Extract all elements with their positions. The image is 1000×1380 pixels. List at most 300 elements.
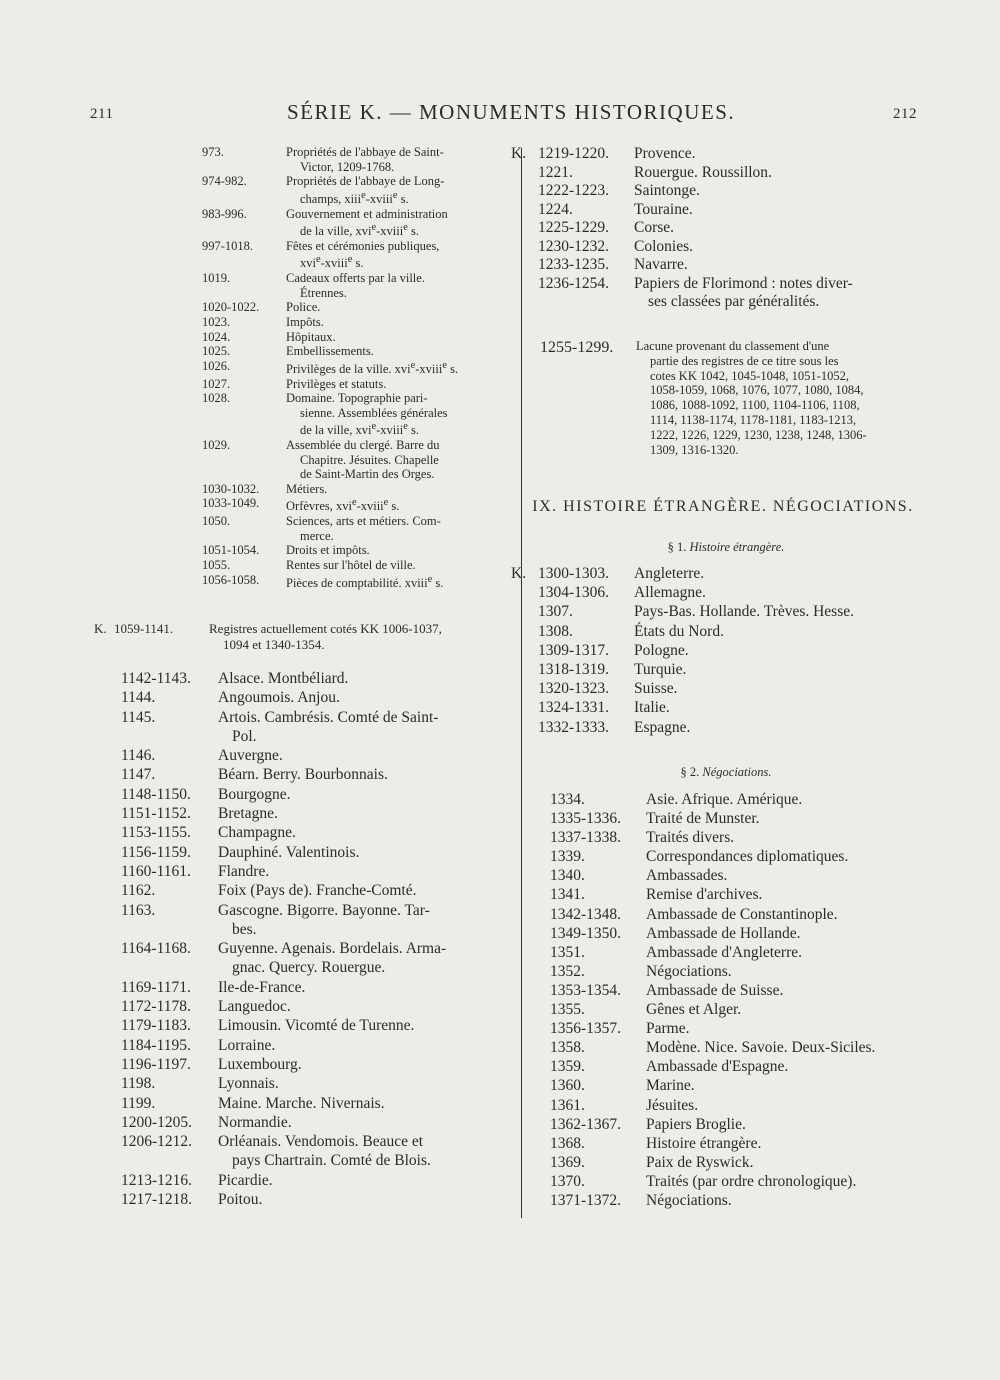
list-item [511,256,931,275]
list-item [550,943,942,962]
entry-number: 1358. [550,1039,585,1057]
entry-line: Lorraine. [218,1036,276,1054]
entry-number: 1184-1195. [121,1036,191,1054]
section-sign: § 1. [667,540,687,554]
entry-line: Ambassade de Hollande. [646,924,801,942]
entry-number: 1142-1143. [121,670,191,687]
list-item [202,300,502,315]
entry-text [636,339,932,457]
entry-text [634,583,931,602]
entry-line: Espagne. [634,718,691,736]
entry-number: 1300-1303. [538,565,610,582]
entry-number: 1059-1141. [114,621,174,636]
list-item [94,621,506,653]
entry-text [218,939,509,978]
entry-line: Métiers. [286,481,328,496]
entry-number: 1370. [550,1172,585,1190]
entry-number: 1144. [121,689,156,707]
entry-text [209,621,506,653]
entry-text [218,669,509,688]
list-item [202,239,502,271]
entry-number: 973. [202,145,224,159]
entry-line: Gouvernement et administration [286,206,448,221]
entry-text [286,514,502,543]
entry-line: Béarn. Berry. Bourbonnais. [218,766,388,784]
entry-text [634,256,931,275]
list-item [511,583,931,602]
entry-number: 1028. [202,391,231,406]
entry-text [218,1190,509,1209]
entry-line: Lyonnais. [218,1075,279,1093]
entry-text [286,174,502,206]
list-item [202,391,502,438]
list-item [550,924,942,943]
entry-line: Guyenne. Agenais. Bordelais. Arma- [218,940,447,958]
entry-text [646,981,942,1000]
entry-text [646,943,942,962]
entry-line: Domaine. Topographie pari- [286,391,428,406]
entry-text [634,679,931,698]
entry-number: 1304-1306. [538,584,610,602]
entry-line: cotes KK 1042, 1045-1048, 1051-1052, [650,368,849,383]
entry-number: 1145. [121,708,156,726]
entry-text [646,790,942,809]
entry-number: 1225-1229. [538,219,610,236]
entry-number: 1023. [202,315,231,329]
list-item [511,718,931,737]
entry-text [218,1132,509,1171]
list-item [550,1134,942,1153]
entry-line: Paix de Ryswick. [646,1153,754,1171]
entry-number: 1356-1357. [550,1020,622,1038]
entry-number: 1164-1168. [121,940,191,958]
entry-number: 1222-1223. [538,182,610,199]
foreign-history-entries [511,564,931,737]
entry-line: de Saint-Martin des Orges. [300,467,435,482]
list-item [511,164,931,183]
entry-number: 1337-1338. [550,829,622,847]
entry-line: Lacune provenant du classement d'une [636,339,830,353]
entry-text [646,866,942,885]
list-item [202,359,502,377]
left-page-number: 211 [90,106,114,122]
list-item [511,275,931,312]
entry-line: Embellissements. [286,344,374,359]
list-item [121,708,509,747]
entry-line: Droits et impôts. [286,543,370,558]
entry-line: Impôts. [286,315,324,329]
entry-line: Remise d'archives. [646,886,763,904]
right-top-entries [511,145,931,312]
entry-text [218,1094,509,1113]
entry-number: 1368. [550,1134,585,1152]
entry-text [286,300,502,315]
entry-number: 1362-1367. [550,1115,622,1133]
entry-line: 1114, 1138-1174, 1178-1181, 1183-1213, [650,412,857,427]
entry-text [646,905,942,924]
entry-line: Fêtes et cérémonies publiques, [286,238,440,253]
negotiation-entries [550,790,942,1210]
entry-line: Cadeaux offerts par la ville. [286,271,425,286]
entry-number: 1233-1235. [538,256,610,273]
entry-text [646,924,942,943]
entry-number: 1160-1161. [121,862,191,880]
list-item [121,881,509,900]
entry-text [286,239,502,271]
series-letter: K. [94,621,107,636]
entry-number: 1019. [202,271,231,286]
list-item [121,939,509,978]
entry-line: xvi$^e$-xviii$^e$ s. [300,254,364,271]
entry-line: Corse. [634,219,675,236]
entry-line: Italie. [634,699,670,717]
list-item [121,978,509,997]
entry-number: 1026. [202,358,231,373]
list-item [550,1076,942,1095]
entry-line: de la ville, xvi$^e$-xviii$^e$ s. [300,421,419,438]
entry-line: Modène. Nice. Savoie. Deux-Siciles. [646,1039,876,1057]
entry-line: Picardie. [218,1171,273,1189]
entry-line: Traité de Munster. [646,810,760,828]
entry-number: 1196-1197. [121,1055,191,1073]
entry-line: Luxembourg. [218,1055,302,1073]
entry-text [634,238,931,257]
entry-number: 1230-1232. [538,237,610,255]
entry-text [218,708,509,747]
entry-text [646,1057,942,1076]
entry-text [286,391,502,438]
list-item [121,1094,509,1113]
entry-line: Saintonge. [634,182,700,199]
entry-line: 1058-1059, 1068, 1076, 1077, 1080, 1084, [650,383,864,398]
entry-number: 1355. [550,1001,585,1019]
entry-line: Police. [286,300,321,315]
list-item [121,804,509,823]
entry-number: 1033-1049. [202,496,260,511]
series-letter: K. [511,565,527,582]
list-item [550,866,942,885]
entry-number: 1025. [202,344,231,359]
entry-line: 1222, 1226, 1229, 1230, 1238, 1248, 1306- [650,427,867,442]
list-item [511,564,931,583]
entry-text [286,496,502,514]
entry-text [634,660,931,679]
list-item [550,1057,942,1076]
entry-text [646,828,942,847]
list-item [550,962,942,981]
entry-line: 1086, 1088-1092, 1100, 1104-1106, 1108, [650,398,860,413]
entry-line: Ambassade d'Espagne. [646,1058,789,1076]
entry-line: Rentes sur l'hôtel de ville. [286,557,416,572]
entry-line: partie des registres de ce titre sous les [650,353,839,368]
list-item [202,315,502,330]
entry-line: sienne. Assemblées générales [300,405,448,420]
entry-line: Orfèvres, xvi$^e$-xviii$^e$ s. [286,497,400,514]
entry-number: 1030-1032. [202,481,260,496]
entry-line: Registres actuellement cotés KK 1006-1037, [209,621,442,636]
entry-line: Papiers de Florimond : notes diver- [634,274,853,292]
entry-line: Flandre. [218,862,270,880]
entry-line: Traités (par ordre chronologique). [646,1172,857,1190]
entry-number: 1206-1212. [121,1133,193,1151]
entry-number: 1221. [538,163,573,181]
entry-number: 1029. [202,438,231,453]
list-item [511,201,931,220]
list-item [121,997,509,1016]
entry-number: 1169-1171. [121,978,191,996]
entry-number: 997-1018. [202,238,254,253]
entry-text [646,847,942,866]
list-item [121,901,509,940]
entry-text [218,1171,509,1190]
entry-line: Turquie. [634,661,687,679]
entry-text [218,881,509,900]
entry-number: 1352. [550,962,585,980]
list-item [550,1172,942,1191]
entry-number: 1151-1152. [121,805,191,823]
entry-number: 1056-1058. [202,572,260,587]
list-item [121,746,509,765]
entry-number: 1353-1354. [550,981,622,999]
list-item [121,823,509,842]
entry-line: Auvergne. [218,747,283,765]
list-item [121,765,509,784]
entry-line: Histoire étrangère. [646,1134,762,1152]
entry-line: Gênes et Alger. [646,1001,742,1019]
entry-number: 1200-1205. [121,1113,193,1131]
entry-line: Pays-Bas. Hollande. Trèves. Hesse. [634,603,854,621]
entry-text [646,1019,942,1038]
list-item [540,339,932,457]
entry-text [218,746,509,765]
entry-number: 1361. [550,1096,585,1114]
section-heading: IX. HISTOIRE ÉTRANGÈRE. NÉGOCIATIONS. [532,498,914,515]
entry-number: 1172-1178. [121,998,191,1016]
list-item [511,622,931,641]
entry-text [218,1113,509,1132]
entry-text [218,1016,509,1035]
list-item [121,862,509,881]
entry-number: 983-996. [202,206,247,221]
list-item [202,344,502,359]
entry-text [646,809,942,828]
entry-line: Poitou. [218,1191,263,1209]
entry-line: Dauphiné. Valentinois. [218,843,360,861]
list-item [550,1038,942,1057]
running-title: SÉRIE K. — MONUMENTS HISTORIQUES. [287,100,736,124]
entry-line: Correspondances diplomatiques. [646,848,849,866]
entry-number: 1340. [550,867,585,885]
entry-number: 1219-1220. [538,145,610,162]
entry-line: Pol. [232,727,257,745]
list-item [121,1190,509,1209]
entry-text [218,804,509,823]
entry-number: 1224. [538,200,573,218]
entry-text [646,1115,942,1134]
entry-line: Limousin. Vicomté de Turenne. [218,1017,415,1035]
entry-text [286,573,502,591]
list-item [511,219,931,238]
page-header [0,100,1000,130]
series-letter: K. [511,145,527,162]
entry-number: 1324-1331. [538,699,610,717]
entry-text [634,145,931,164]
entry-number: 1335-1336. [550,810,622,828]
list-item [511,182,931,201]
list-item [121,843,509,862]
list-item [121,1074,509,1093]
entry-number: 1308. [538,622,573,640]
entry-text [286,377,502,392]
entry-line: Suisse. [634,680,678,698]
entry-text [646,1096,942,1115]
entry-line: Papiers Broglie. [646,1115,746,1133]
entry-line: Rouergue. Roussillon. [634,163,772,181]
entry-number: 1320-1323. [538,680,610,698]
entry-text [634,602,931,621]
entry-text [286,330,502,345]
entry-line: Ambassade d'Angleterre. [646,943,803,961]
entry-number: 1055. [202,557,231,572]
entry-line: merce. [300,528,334,543]
entry-number: 1369. [550,1153,585,1171]
entry-number: 1162. [121,882,156,900]
entry-line: gnac. Quercy. Rouergue. [232,959,386,977]
entry-line: Allemagne. [634,584,706,602]
entry-text [634,164,931,183]
entry-text [218,901,509,940]
list-item [550,885,942,904]
list-item [121,1016,509,1035]
entry-number: 1148-1150. [121,785,191,803]
entry-text [218,688,509,707]
entry-line: Foix (Pays de). Franche-Comté. [218,882,417,900]
entry-number: 1371-1372. [550,1191,622,1209]
entry-line: Maine. Marche. Nivernais. [218,1094,385,1112]
entry-text [634,698,931,717]
list-item [121,785,509,804]
list-item [121,1113,509,1132]
entry-number: 1153-1155. [121,824,191,842]
entry-text [646,1038,942,1057]
entry-text [634,201,931,220]
entry-text [286,359,502,377]
entry-line: Angleterre. [634,565,705,582]
list-item [121,1036,509,1055]
entry-number: 1198. [121,1075,156,1093]
entry-text [286,344,502,359]
entry-line: Bretagne. [218,805,278,823]
list-item [550,809,942,828]
entry-text [218,785,509,804]
entry-text [634,219,931,238]
entry-number: 1307. [538,603,573,621]
entry-line: de la ville, xvi$^e$-xviii$^e$ s. [300,222,419,239]
entry-text [218,823,509,842]
entry-line: Pièces de comptabilité. xviii$^e$ s. [286,573,444,590]
entry-number: 1255-1299. [540,339,614,356]
entry-text [218,862,509,881]
entry-line: Navarre. [634,256,688,273]
list-item [511,660,931,679]
entry-text [218,843,509,862]
entry-number: 1051-1054. [202,543,260,558]
list-item [511,145,931,164]
entry-line: Traités divers. [646,829,735,847]
entry-line: Ambassade de Suisse. [646,981,784,999]
entry-text [634,622,931,641]
entry-text [286,207,502,239]
entry-line: Gascogne. Bigorre. Bayonne. Tar- [218,901,430,919]
entry-line: Propriétés de l'abbaye de Saint- [286,145,444,159]
entry-number: 1146. [121,747,156,765]
entry-line: Propriétés de l'abbaye de Long- [286,174,445,189]
entry-number: 1341. [550,886,585,904]
entry-text [218,1036,509,1055]
list-item [511,641,931,660]
list-item [121,688,509,707]
subsection-heading-negotiations [536,765,916,780]
entry-line: Asie. Afrique. Amérique. [646,791,803,808]
entry-line: Artois. Cambrésis. Comté de Saint- [218,708,439,726]
entry-line: 1094 et 1340-1354. [223,637,325,653]
entry-line: Chapitre. Jésuites. Chapelle [300,452,439,467]
entry-text [646,1076,942,1095]
entry-line: Assemblée du clergé. Barre du [286,438,440,453]
entry-line: Victor, 1209-1768. [300,159,395,174]
list-item [202,377,502,392]
entry-line: États du Nord. [634,622,724,640]
list-item [550,981,942,1000]
left-registers-entry [94,621,506,653]
list-item [202,330,502,345]
entry-text [646,1191,942,1210]
right-page-number: 212 [893,106,917,122]
entry-number: 1339. [550,848,585,866]
entry-line: 1309, 1316-1320. [650,442,739,457]
entry-text [634,718,931,737]
list-item [202,496,502,514]
entry-text [634,182,931,201]
entry-line: Parme. [646,1020,690,1038]
section-sign: § 2. [680,765,700,779]
entry-line: Normandie. [218,1113,292,1131]
entry-number: 1199. [121,1094,156,1112]
entry-number: 1020-1022. [202,300,260,315]
entry-number: 1349-1350. [550,924,622,942]
entry-text [286,145,502,174]
entry-line: Champagne. [218,824,296,842]
entry-text [286,558,502,573]
subsection-heading-foreign [536,540,916,555]
entry-line: pays Chartrain. Comté de Blois. [232,1152,431,1170]
entry-text [218,1074,509,1093]
list-item [202,271,502,300]
entry-number: 1334. [550,791,585,808]
subsection-label: Négociations. [702,765,772,779]
entry-text [286,271,502,300]
list-item [550,905,942,924]
list-item [202,207,502,239]
list-item [550,1153,942,1172]
left-province-entries [121,669,509,1209]
entry-text [646,1000,942,1019]
entry-number: 1179-1183. [121,1017,191,1035]
entry-number: 1027. [202,376,231,391]
list-item [202,543,502,558]
list-item [511,679,931,698]
entry-number: 1163. [121,901,156,919]
